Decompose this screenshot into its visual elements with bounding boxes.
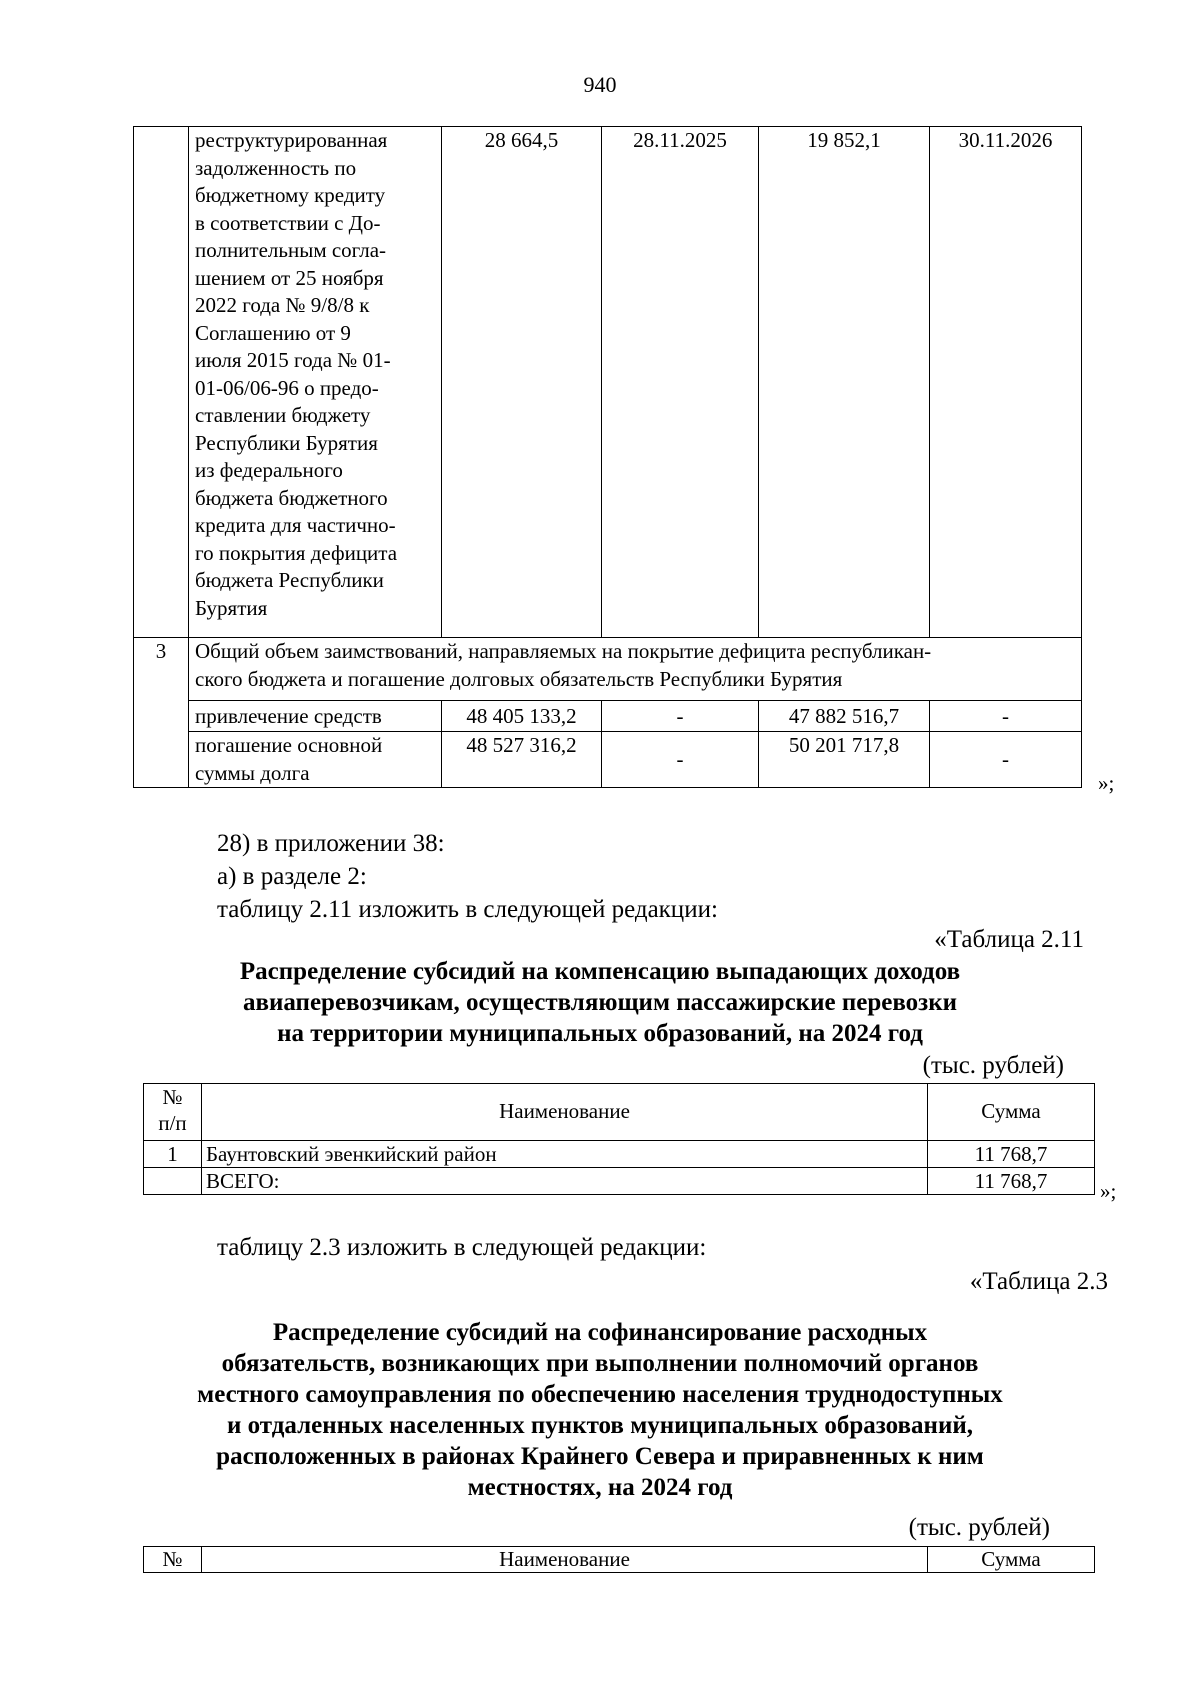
table-row [134, 638, 1082, 701]
amount-cell: 48 527 316,2 [442, 732, 602, 788]
amount-cell: 47 882 516,7 [759, 701, 930, 732]
table-title [0, 1317, 1200, 1503]
header-sum: Сумма [928, 1084, 1095, 1141]
description-line: июля 2015 года № 01- [195, 348, 391, 372]
amount-cell: 28 664,5 [442, 127, 602, 638]
amount-cell: 50 201 717,8 [759, 732, 930, 788]
table-row [144, 1141, 1095, 1168]
row-number [144, 1168, 202, 1195]
description-line: бюджета бюджетного [195, 485, 388, 510]
header-name: Наименование [202, 1547, 928, 1573]
row-sum: 11 768,7 [928, 1141, 1095, 1168]
title-line: Распределение субсидий на софинансирование расходных [272, 1319, 928, 1346]
row-label [189, 732, 442, 788]
description-line: бюджетному кредиту [195, 183, 386, 207]
table-2-11 [143, 1083, 1095, 1195]
debt-table [133, 126, 1082, 788]
title-line: расположенных в районах Крайнего Севера и приравненных к ним [216, 1443, 984, 1470]
table-2-3 [143, 1546, 1095, 1573]
title-line: на территории муниципальных образований, на 2024 год [277, 1020, 923, 1047]
paragraph: 28) в приложении 38: [217, 830, 445, 857]
header-number: № п/п [144, 1084, 202, 1141]
description-line: из федерального [195, 458, 343, 482]
row-label: привлечение средств [189, 701, 442, 732]
paragraph: а) в разделе 2: [217, 863, 367, 890]
header-name: Наименование [202, 1084, 928, 1141]
date-cell: 28.11.2025 [602, 127, 759, 638]
description-line: ставлении бюджету [195, 403, 371, 427]
description-line: шением от 25 ноября [195, 265, 384, 290]
table-row [144, 1168, 1095, 1195]
title-line: и отдаленных населенных пунктов муниципальных образований, [226, 1412, 974, 1439]
table-header-row [144, 1084, 1095, 1141]
description-line: Соглашению от 9 [195, 320, 351, 345]
title-line: местного самоуправления по обеспечению населения труднодоступных [197, 1381, 1003, 1408]
table-label: «Таблица 2.11 [934, 926, 1084, 953]
description-line: Республики Бурятия [195, 430, 378, 455]
description-line: бюджета Республики [195, 568, 384, 592]
title-line: обязательств, возникающих при выполнении полномочий органов [221, 1350, 979, 1377]
table-header-row [144, 1547, 1095, 1573]
header-sum: Сумма [928, 1547, 1095, 1573]
row-name: Баунтовский эвенкийский район [202, 1141, 928, 1168]
amount-cell: 48 405 133,2 [442, 701, 602, 732]
date-cell: - [930, 701, 1082, 732]
units-label: (тыс. рублей) [908, 1514, 1050, 1541]
description-line: реструктурированная [195, 128, 388, 152]
amount-cell: 19 852,1 [759, 127, 930, 638]
table-title [0, 956, 1200, 1049]
title-line: местностях, на 2024 год [467, 1474, 733, 1501]
units-label: (тыс. рублей) [922, 1052, 1064, 1079]
row-sum: 11 768,7 [928, 1168, 1095, 1195]
closing-quote: »; [1100, 1179, 1117, 1203]
section-heading [189, 638, 1082, 701]
paragraph: таблицу 2.11 изложить в следующей редакции: [217, 896, 718, 923]
row-name: ВСЕГО: [202, 1168, 928, 1195]
table-row [134, 127, 1082, 638]
date-cell: 30.11.2026 [930, 127, 1082, 638]
description-line: 2022 года № 9/8/8 к [195, 293, 370, 317]
date-cell: - [930, 732, 1082, 788]
table-label: «Таблица 2.3 [969, 1268, 1108, 1295]
page-number: 940 [583, 72, 617, 97]
description-line: в соответствии с До- [195, 210, 381, 235]
description-line: задолженность по [195, 155, 357, 180]
section-text-line: Общий объем заимствований, направляемых на покрытие дефицита республикан- [195, 639, 932, 663]
row-label-line: суммы долга [195, 760, 310, 785]
description-lines [195, 127, 435, 622]
section-text-line: ского бюджета и погашение долговых обязательств Республики Бурятия [195, 666, 843, 691]
title-line: Распределение субсидий на компенсацию выпадающих доходов [239, 958, 961, 985]
row-number: 1 [144, 1141, 202, 1168]
description-line: полнительным согла- [195, 238, 387, 262]
description-line: го покрытия дефицита [195, 540, 398, 565]
description-line: 01-06/06-96 о предо- [195, 375, 379, 400]
description-line: кредита для частично- [195, 513, 396, 537]
table-row [134, 732, 1082, 788]
date-cell: - [602, 701, 759, 732]
date-cell: - [602, 732, 759, 788]
title-line: авиаперевозчикам, осуществляющим пассажирские перевозки [242, 989, 958, 1016]
closing-quote: »; [1098, 771, 1115, 795]
header-number: № [144, 1547, 202, 1573]
description-line: Бурятия [195, 595, 268, 620]
section-number: 3 [134, 638, 189, 788]
paragraph: таблицу 2.3 изложить в следующей редакции: [217, 1234, 707, 1261]
row-label-line: погашение основной [195, 733, 383, 757]
table-row [134, 701, 1082, 732]
debt-description [189, 127, 442, 638]
